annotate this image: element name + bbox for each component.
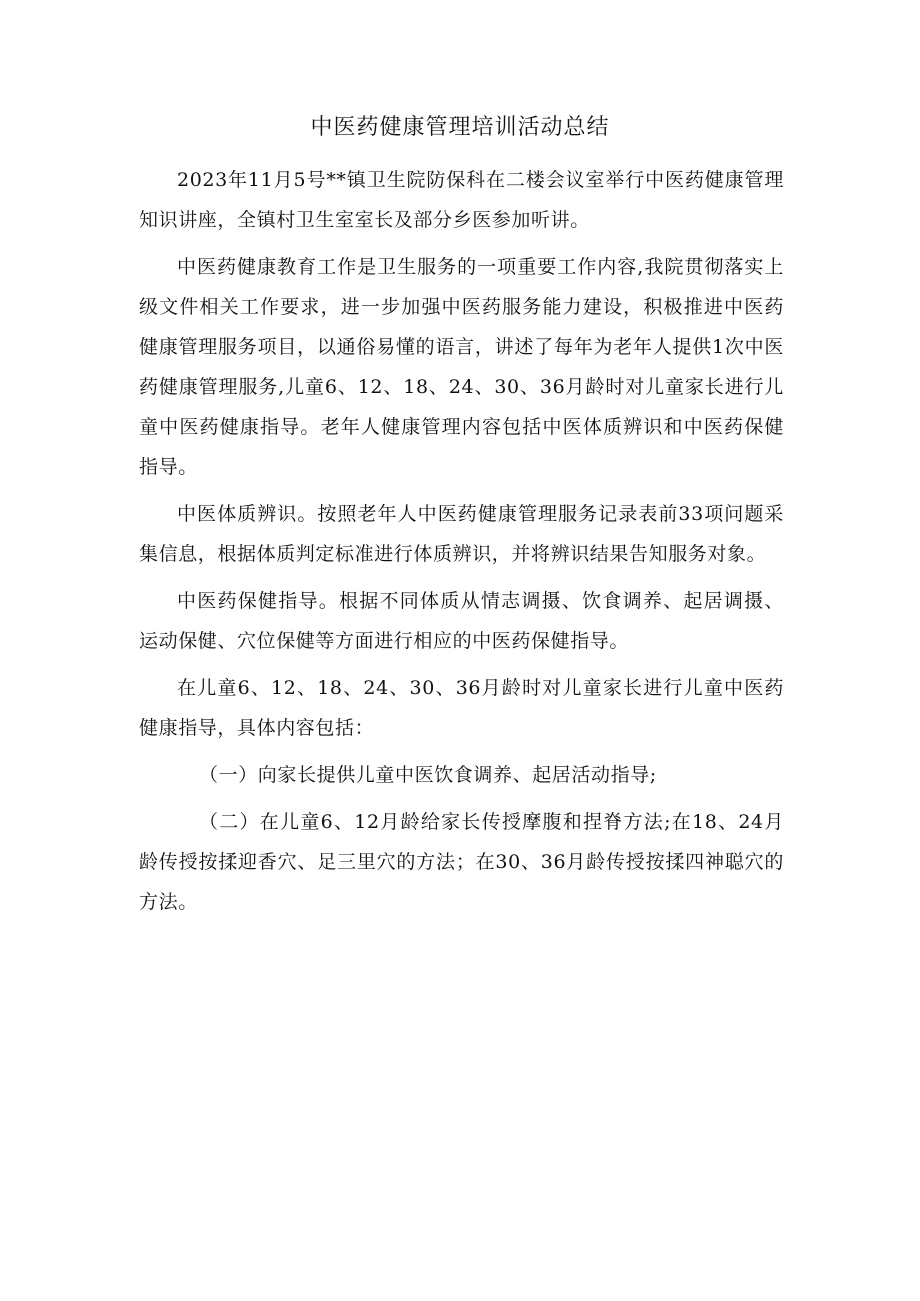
paragraph-education-work: 中医药健康教育工作是卫生服务的一项重要工作内容,我院贯彻落实上级文件相关工作要求，进一步加强中医药服务能力建设，积极推进中医药健康管理服务项目，以通俗易懂的语言，讲述了每年为老年人提供1次中医药健康管理服务,儿童6、12、18、24、30、36月龄时对儿童家长进行儿童中医药健康指导。老年人健康管理内容包括中医体质辨识和中医药保健指导。: [139, 256, 784, 478]
document-title: 中医药健康管理培训活动总结: [310, 115, 610, 140]
list-item-one: （一）向家长提供儿童中医饮食调养、起居活动指导;: [199, 764, 657, 786]
list-item-two: （二）在儿童6、12月龄给家长传授摩腹和捏脊方法;在18、24月龄传授按揉迎香穴、足三里穴的方法；在30、36月龄传授按揉四神聪穴的方法。: [139, 811, 784, 913]
paragraph-intro: 2023年11月5号**镇卫生院防保科在二楼会议室举行中医药健康管理知识讲座，全镇村卫生室室长及部分乡医参加听讲。: [139, 169, 784, 231]
document-body: [139, 160, 784, 929]
paragraph-constitution-identification: 中医体质辨识。按照老年人中医药健康管理服务记录表前33项问题采集信息，根据体质判定标准进行体质辨识，并将辨识结果告知服务对象。: [139, 503, 784, 565]
paragraph-health-guidance: 中医药保健指导。根据不同体质从情志调摄、饮食调养、起居调摄、运动保健、穴位保健等方面进行相应的中医药保健指导。: [139, 590, 784, 652]
paragraph-child-guidance: 在儿童6、12、18、24、30、36月龄时对儿童家长进行儿童中医药健康指导，具体内容包括：: [139, 677, 784, 739]
